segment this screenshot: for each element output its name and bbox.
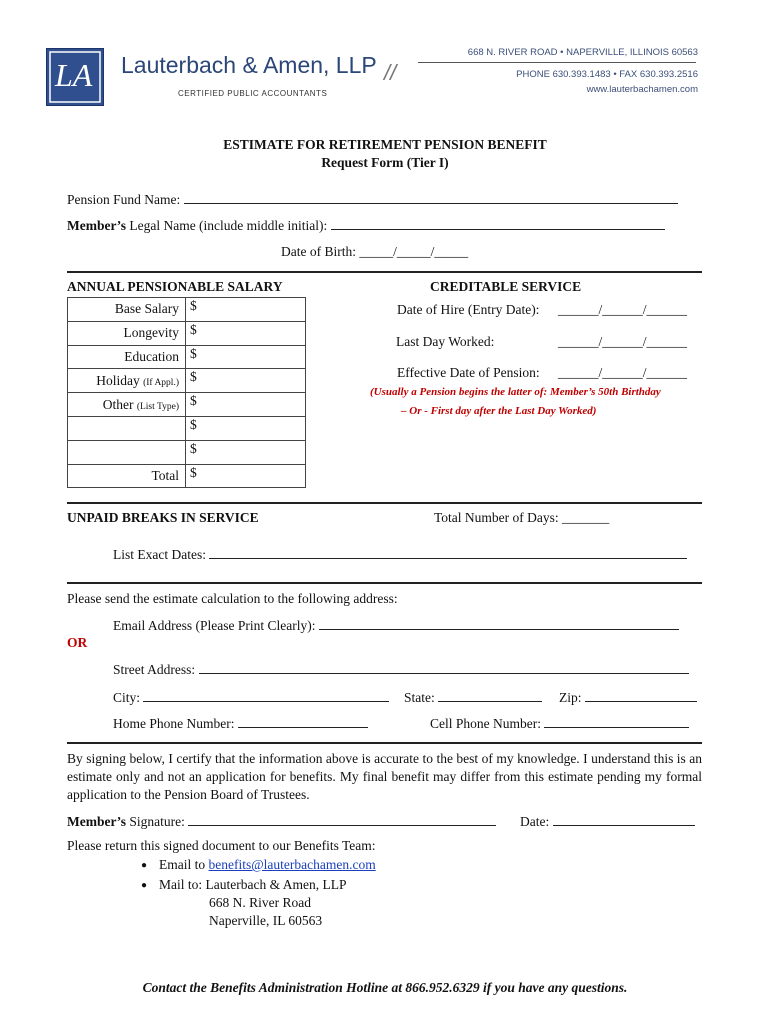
salary-row-label: Longevity bbox=[123, 325, 179, 341]
street-row bbox=[113, 661, 689, 678]
salary-row bbox=[68, 298, 306, 322]
form-subtitle: Request Form (Tier I) bbox=[321, 155, 449, 170]
return-intro: Please return this signed document to our Benefits Team: bbox=[67, 838, 376, 853]
total-days-row bbox=[434, 510, 609, 526]
pension-start-note: (Usually a Pension begins the latter of: Member’s 50th Birthday bbox=[370, 386, 661, 398]
dollar-sign[interactable]: $ bbox=[190, 440, 197, 456]
salary-table bbox=[67, 297, 306, 488]
salary-row-note: (List Type) bbox=[136, 401, 179, 412]
salary-heading: ANNUAL PENSIONABLE SALARY bbox=[67, 279, 283, 294]
street-field[interactable] bbox=[199, 661, 689, 674]
cell-phone-label: Cell Phone Number: bbox=[430, 716, 541, 731]
firm-address: 668 N. RIVER ROAD • NAPERVILLE, ILLINOIS 60563 bbox=[467, 47, 698, 58]
exact-dates-row bbox=[113, 546, 687, 563]
firm-name: Lauterbach & Amen, LLP bbox=[121, 52, 377, 78]
dollar-sign[interactable]: $ bbox=[190, 393, 197, 409]
dollar-sign[interactable]: $ bbox=[190, 298, 197, 313]
firm-logo bbox=[46, 48, 104, 106]
email-prefix: Email to bbox=[159, 857, 206, 872]
bullet-icon: ● bbox=[141, 860, 148, 871]
state-field[interactable] bbox=[438, 689, 542, 702]
sign-date-label: Date: bbox=[520, 814, 550, 829]
dob-label: Date of Birth: bbox=[281, 244, 356, 259]
return-email-row bbox=[159, 857, 376, 873]
legal-name-label: Legal Name (include middle initial): bbox=[129, 218, 328, 233]
effective-date-field[interactable]: ______/______/______ bbox=[558, 365, 688, 380]
email-label: Email Address (Please Print Clearly): bbox=[113, 618, 316, 633]
home-phone-row bbox=[113, 715, 368, 732]
legal-name-row bbox=[67, 217, 665, 234]
dollar-sign[interactable]: $ bbox=[190, 416, 197, 432]
dollar-sign[interactable]: $ bbox=[190, 464, 197, 480]
cell-phone-field[interactable] bbox=[544, 715, 689, 728]
firm-tagline: CERTIFIED PUBLIC ACCOUNTANTS bbox=[178, 89, 328, 98]
salary-row bbox=[68, 369, 306, 393]
legal-name-field[interactable] bbox=[331, 217, 665, 230]
salary-row bbox=[68, 440, 306, 464]
signature-field[interactable] bbox=[188, 813, 496, 826]
sign-date-field[interactable] bbox=[553, 813, 695, 826]
mail-name: Lauterbach & Amen, LLP bbox=[205, 877, 347, 892]
section-divider bbox=[67, 271, 702, 273]
or-label: OR bbox=[67, 635, 88, 650]
salary-total-row bbox=[68, 464, 306, 488]
salary-row-label: Other bbox=[102, 396, 134, 412]
last-day-label: Last Day Worked: bbox=[396, 334, 495, 349]
salary-row-label: Base Salary bbox=[114, 301, 179, 317]
header-slash-mark: // bbox=[384, 60, 397, 85]
state-row bbox=[404, 689, 542, 706]
salary-row bbox=[68, 345, 306, 369]
return-mail-row bbox=[159, 877, 346, 893]
dob-field[interactable]: _____/_____/_____ bbox=[359, 244, 469, 259]
city-field[interactable] bbox=[143, 689, 389, 702]
hire-date-label: Date of Hire (Entry Date): bbox=[397, 302, 540, 317]
salary-row bbox=[68, 416, 306, 440]
address-intro: Please send the estimate calculation to the following address: bbox=[67, 591, 398, 606]
certification-text: By signing below, I certify that the information above is accurate to the best of my knowledge. I understand this is an estimate only and not an application for benefits. My final benefit may differ from this estimate pending my formal application to the Pension Board of Trustees. bbox=[67, 751, 702, 802]
section-divider bbox=[67, 582, 702, 584]
pension-fund-field[interactable] bbox=[184, 191, 678, 204]
firm-website[interactable]: www.lauterbachamen.com bbox=[586, 84, 698, 95]
pension-fund-label: Pension Fund Name: bbox=[67, 192, 181, 207]
section-divider bbox=[67, 742, 702, 744]
signature-row bbox=[67, 813, 496, 830]
state-label: State: bbox=[404, 690, 435, 705]
bullet-icon: ● bbox=[141, 880, 148, 891]
member-label: Member’s bbox=[67, 814, 126, 829]
home-phone-label: Home Phone Number: bbox=[113, 716, 235, 731]
salary-total-label: Total bbox=[151, 467, 179, 483]
dollar-sign[interactable]: $ bbox=[190, 369, 197, 385]
salary-row bbox=[68, 393, 306, 417]
zip-row bbox=[559, 689, 697, 706]
email-row bbox=[113, 617, 679, 634]
form-title: ESTIMATE FOR RETIREMENT PENSION BENEFIT bbox=[223, 137, 547, 152]
breaks-heading: UNPAID BREAKS IN SERVICE bbox=[67, 510, 259, 525]
service-heading: CREDITABLE SERVICE bbox=[430, 279, 582, 294]
street-label: Street Address: bbox=[113, 662, 196, 677]
zip-field[interactable] bbox=[585, 689, 697, 702]
benefits-email-link[interactable]: benefits@lauterbachamen.com bbox=[208, 857, 376, 872]
firm-phone-fax: PHONE 630.393.1483 • FAX 630.393.2516 bbox=[516, 69, 698, 80]
pension-fund-row bbox=[67, 191, 678, 208]
cell-phone-row bbox=[430, 715, 689, 732]
hire-date-field[interactable]: ______/______/______ bbox=[558, 302, 688, 317]
mail-prefix: Mail to: bbox=[159, 877, 203, 892]
signature-label: Signature: bbox=[129, 814, 185, 829]
section-divider bbox=[67, 502, 702, 504]
total-days-field[interactable]: _______ bbox=[562, 510, 610, 525]
dollar-sign[interactable]: $ bbox=[190, 345, 197, 361]
effective-date-label: Effective Date of Pension: bbox=[397, 365, 540, 380]
dollar-sign[interactable]: $ bbox=[190, 321, 197, 337]
email-field[interactable] bbox=[319, 617, 679, 630]
salary-row-note: (If Appl.) bbox=[143, 377, 179, 388]
pension-start-note-2: – Or - First day after the Last Day Worked) bbox=[401, 405, 597, 417]
mail-street: 668 N. River Road bbox=[209, 895, 311, 910]
last-day-field[interactable]: ______/______/______ bbox=[558, 334, 688, 349]
salary-row-label: Education bbox=[124, 348, 179, 364]
exact-dates-label: List Exact Dates: bbox=[113, 547, 206, 562]
salary-row-label: Holiday bbox=[96, 372, 140, 388]
total-days-label: Total Number of Days: bbox=[434, 510, 559, 525]
zip-label: Zip: bbox=[559, 690, 582, 705]
sign-date-row bbox=[520, 813, 695, 830]
mail-city: Naperville, IL 60563 bbox=[209, 913, 323, 928]
member-label: Member’s bbox=[67, 218, 126, 233]
exact-dates-field[interactable] bbox=[209, 546, 687, 559]
dob-row bbox=[281, 244, 468, 260]
city-label: City: bbox=[113, 690, 141, 705]
logo-monogram: LA bbox=[55, 57, 93, 93]
hotline-footer: Contact the Benefits Administration Hotline at 866.952.6329 if you have any questions. bbox=[142, 980, 628, 995]
salary-row bbox=[68, 321, 306, 345]
city-row bbox=[113, 689, 389, 706]
home-phone-field[interactable] bbox=[238, 715, 368, 728]
header-divider bbox=[418, 62, 696, 63]
